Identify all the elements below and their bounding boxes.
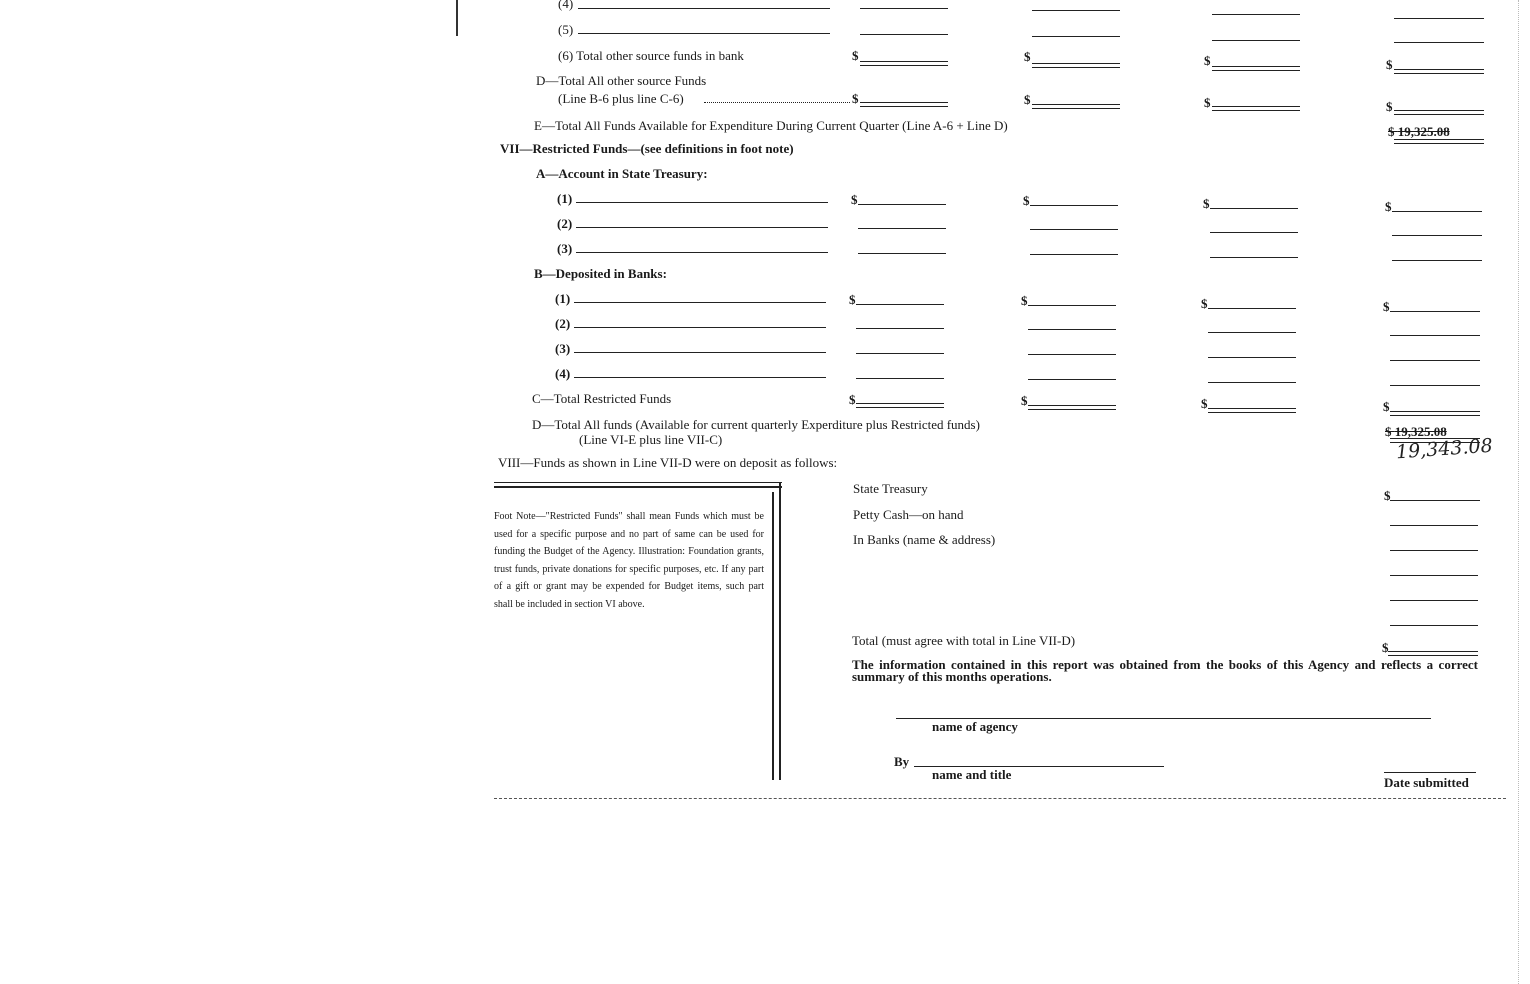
in-banks-label: In Banks (name & address) [853,532,996,547]
line-4-field [578,8,830,9]
vii-a2-col1 [858,228,946,229]
footnote-box-top [494,482,782,483]
name-and-title-label: name and title [932,767,1012,782]
vii-b1-col3 [1208,308,1296,309]
vii-b2-col1 [856,328,944,329]
vii-a-field-2 [576,227,828,228]
margin-mark [456,0,458,36]
vii-a-heading: A—Account in State Treasury: [536,166,708,181]
col1-row5 [860,34,948,35]
col2-d-dollar: $ [1024,92,1031,107]
col1-d-dollar: $ [852,91,859,106]
vii-b1-col4-dollar: $ [1383,299,1390,314]
vii-d-amount-struck: $ 19,325.08 [1385,424,1447,439]
date-submitted-label: Date submitted [1384,775,1469,790]
col2-row4 [1032,10,1120,11]
footnote-box-top-2 [494,486,782,488]
vii-b-field-4 [574,377,826,378]
footnote-box-right-2 [779,482,781,780]
vii-a3-col1 [858,253,946,254]
col1-row4 [860,8,948,9]
certification-text: The information contained in this report was obtained from the books of this Agency and reflects a correct summary of this months operations. [852,657,1478,684]
col2-d [1032,104,1120,109]
vii-c-col2-dollar: $ [1021,393,1028,408]
vii-a1-col3-dollar: $ [1203,196,1210,211]
line-5-label: (5) [558,22,574,37]
col4-row6-dollar: $ [1386,57,1393,72]
vii-b-line-1: (1) [555,291,571,306]
col4-row5 [1394,42,1484,43]
vii-b1-col1-dollar: $ [849,292,856,307]
page-right-edge [1518,0,1519,984]
vii-b-line-3: (3) [555,341,571,356]
col3-row5 [1212,40,1300,41]
bank-field-4 [1390,625,1478,626]
vii-c-total-restricted: C—Total Restricted Funds [532,391,672,406]
vii-b-line-4: (4) [555,366,571,381]
vii-b3-col3 [1208,357,1296,358]
vii-a1-col1 [858,204,946,205]
bank-field-1 [1390,550,1478,551]
petty-cash-label: Petty Cash—on hand [853,507,964,522]
vii-b3-col1 [856,353,944,354]
name-of-agency-label: name of agency [932,719,1018,734]
vii-b4-col4 [1390,385,1480,386]
col3-d [1212,106,1300,111]
col1-d [860,102,948,107]
date-line [1384,772,1476,773]
line-6-label: (6) Total other source funds in bank [558,48,744,63]
vii-a-line-3: (3) [557,241,573,256]
col4-row4 [1394,18,1484,19]
col3-d-dollar: $ [1204,95,1211,110]
line-5-field [578,33,830,34]
section-viii-heading: VIII—Funds as shown in Line VII-D were on deposit as follows: [498,455,838,470]
vii-a2-col3 [1210,232,1298,233]
vii-b-heading: B—Deposited in Banks: [534,266,667,281]
vii-b1-col3-dollar: $ [1201,296,1208,311]
vii-a1-col2 [1030,205,1118,206]
vii-b-field-3 [574,352,826,353]
section-vii-heading: VII—Restricted Funds—(see definitions in foot note) [500,141,794,156]
vii-a-field-3 [576,252,828,253]
vii-c-col4 [1390,411,1480,416]
by-label: By [894,754,910,769]
vii-c-col3 [1208,408,1296,413]
viii-total-label: Total (must agree with total in Line VII-D) [852,633,1076,648]
viii-total-field [1388,651,1478,656]
vii-d-amount-handwritten: 19,343.08 [1395,434,1494,464]
line-4-label: (4) [558,0,574,11]
vii-c-col3-dollar: $ [1201,396,1208,411]
col3-row4 [1212,14,1300,15]
state-treasury-field [1390,500,1480,501]
vii-b-field-1 [574,302,826,303]
vii-b1-col2-dollar: $ [1021,293,1028,308]
vii-d-total-all-funds: D—Total All funds (Available for current quarterly Experditure plus Restricted funds) [532,417,980,432]
vii-a1-col4-dollar: $ [1385,199,1392,214]
d-total-other-source-sub: (Line B-6 plus line C-6) [558,91,684,106]
vii-b2-col4 [1390,335,1480,336]
col4-row6 [1394,69,1484,74]
col2-row5 [1032,36,1120,37]
vii-a1-col1-dollar: $ [851,192,858,207]
vii-c-col1-dollar: $ [849,392,856,407]
vii-b-line-2: (2) [555,316,571,331]
col4-d-dollar: $ [1386,99,1393,114]
col1-row6 [860,61,948,66]
vii-a2-col2 [1030,229,1118,230]
vii-b1-col1 [856,304,944,305]
col4-d [1394,110,1484,115]
col2-row6-dollar: $ [1024,49,1031,64]
vii-a1-col4 [1392,211,1482,212]
vii-a3-col3 [1210,257,1298,258]
vii-a3-col4 [1392,260,1482,261]
e-total-all-funds: E—Total All Funds Available for Expenditure During Current Quarter (Line A-6 + Line D) [534,118,1008,133]
e-total-amount: $ 19,325.08 [1388,124,1450,139]
page-bottom-rule [494,798,1506,799]
viii-total-dollar: $ [1382,640,1389,655]
d-total-other-source: D—Total All other source Funds [536,73,707,88]
vii-a1-col2-dollar: $ [1023,193,1030,208]
footnote-box-right [772,492,774,780]
vii-a-line-2: (2) [557,216,573,231]
state-treasury-label: State Treasury [853,481,928,496]
vii-c-col2 [1028,405,1116,410]
vii-c-col1 [856,403,944,408]
d-leader-line [704,102,850,103]
vii-b2-col3 [1208,332,1296,333]
col4-e [1394,139,1484,144]
vii-b4-col1 [856,378,944,379]
bank-field-2 [1390,575,1478,576]
vii-a1-col3 [1210,208,1298,209]
state-treasury-dollar: $ [1384,488,1391,503]
vii-b4-col2 [1028,379,1116,380]
vii-b3-col4 [1390,360,1480,361]
col1-row6-dollar: $ [852,48,859,63]
col2-row6 [1032,63,1120,68]
vii-b1-col4 [1390,311,1480,312]
vii-b1-col2 [1028,305,1116,306]
vii-b-field-2 [574,327,826,328]
vii-b2-col2 [1028,329,1116,330]
petty-cash-field [1390,525,1478,526]
bank-field-3 [1390,600,1478,601]
vii-d-total-all-funds-sub: (Line VI-E plus line VII-C) [579,432,723,447]
vii-a3-col2 [1030,254,1118,255]
vii-b3-col2 [1028,354,1116,355]
vii-a-line-1: (1) [557,191,573,206]
col3-row6 [1212,66,1300,71]
vii-c-col4-dollar: $ [1383,399,1390,414]
vii-a-field-1 [576,202,828,203]
col3-row6-dollar: $ [1204,53,1211,68]
footnote-text: Foot Note—"Restricted Funds" shall mean Funds which must be used for a specific purpose and no part of same can be used for funding the Budget of the Agency. Illustration: Foundation grants, trust funds, private donations for specific purposes, etc. If any part of a gift or grant may be expended for Budget items, such part shall be included in section VI above. [494,511,764,610]
vii-a2-col4 [1392,235,1482,236]
vii-b4-col3 [1208,382,1296,383]
